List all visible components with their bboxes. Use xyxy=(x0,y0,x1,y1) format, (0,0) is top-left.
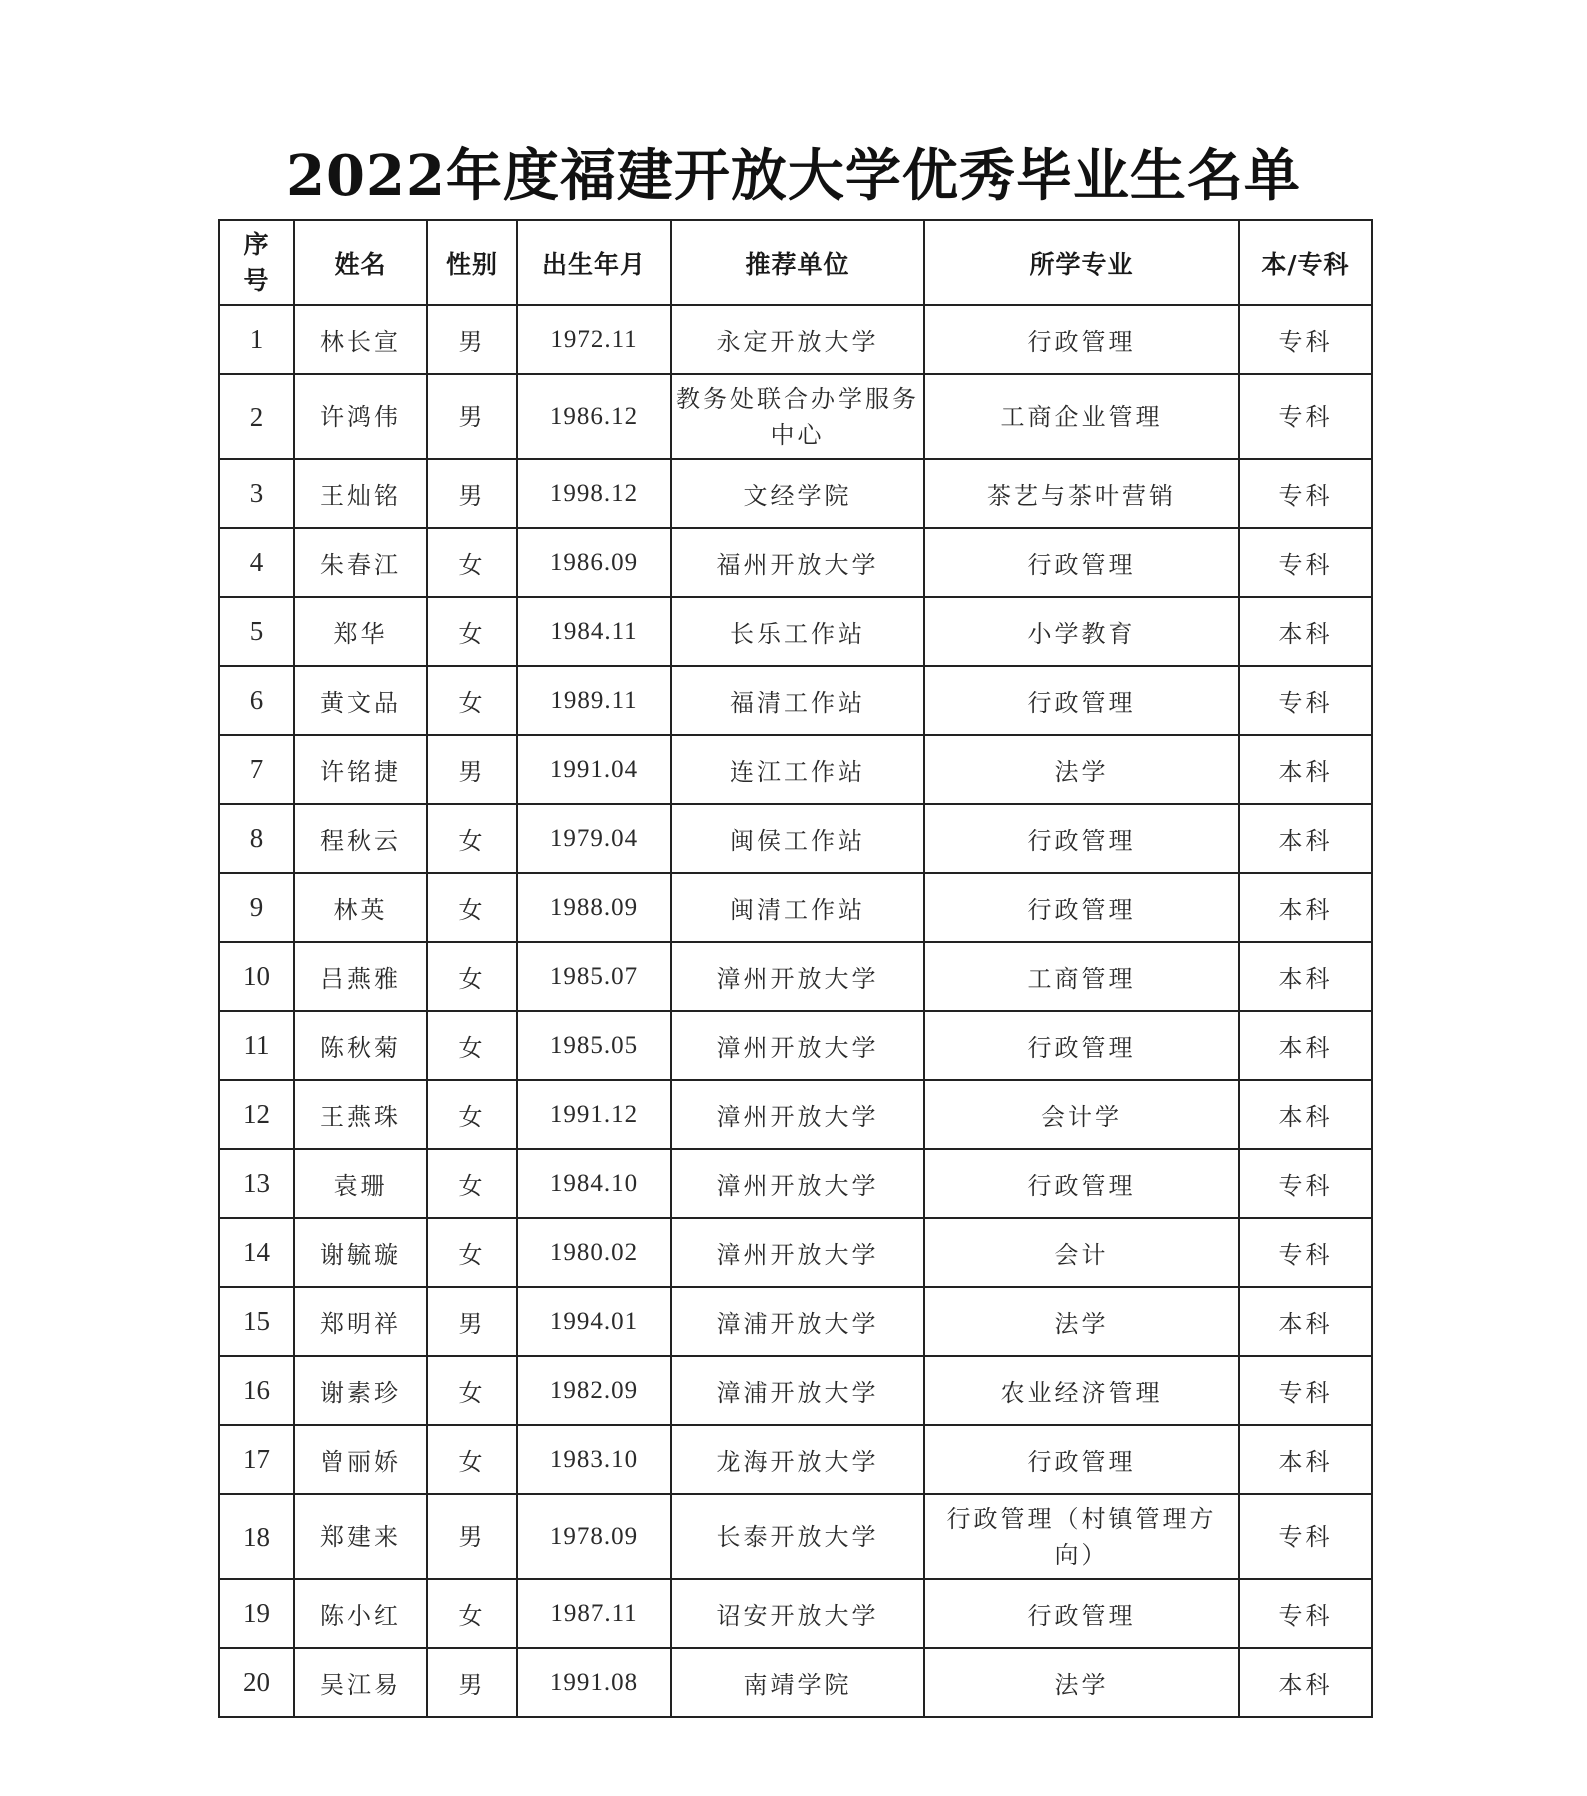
cell-birth: 1983.10 xyxy=(517,1425,671,1494)
cell-major: 行政管理 xyxy=(924,1149,1239,1218)
cell-major: 茶艺与茶叶营销 xyxy=(924,459,1239,528)
column-header-birth: 出生年月 xyxy=(517,220,671,305)
cell-name: 王燕珠 xyxy=(294,1080,427,1149)
cell-major: 工商企业管理 xyxy=(924,374,1239,459)
cell-unit: 连江工作站 xyxy=(671,735,924,804)
cell-level: 本科 xyxy=(1239,1287,1372,1356)
cell-gender: 男 xyxy=(427,1287,517,1356)
cell-birth: 1985.05 xyxy=(517,1011,671,1080)
cell-birth: 1984.11 xyxy=(517,597,671,666)
cell-unit: 诏安开放大学 xyxy=(671,1579,924,1648)
cell-major: 会计 xyxy=(924,1218,1239,1287)
cell-birth: 1998.12 xyxy=(517,459,671,528)
cell-level: 本科 xyxy=(1239,1080,1372,1149)
cell-birth: 1988.09 xyxy=(517,873,671,942)
cell-name: 吕燕雅 xyxy=(294,942,427,1011)
table-row xyxy=(219,1494,1372,1579)
cell-level: 专科 xyxy=(1239,528,1372,597)
cell-index: 20 xyxy=(219,1648,294,1717)
cell-unit: 文经学院 xyxy=(671,459,924,528)
cell-index: 13 xyxy=(219,1149,294,1218)
cell-index: 5 xyxy=(219,597,294,666)
cell-birth: 1978.09 xyxy=(517,1494,671,1579)
column-header-name: 姓名 xyxy=(294,220,427,305)
cell-birth: 1979.04 xyxy=(517,804,671,873)
cell-gender: 男 xyxy=(427,305,517,374)
table-row xyxy=(219,1425,1372,1494)
cell-name: 许鸿伟 xyxy=(294,374,427,459)
cell-level: 专科 xyxy=(1239,459,1372,528)
cell-index: 17 xyxy=(219,1425,294,1494)
cell-major: 行政管理（村镇管理方向） xyxy=(924,1494,1239,1579)
cell-unit: 长乐工作站 xyxy=(671,597,924,666)
cell-major: 法学 xyxy=(924,1648,1239,1717)
cell-gender: 女 xyxy=(427,528,517,597)
cell-birth: 1980.02 xyxy=(517,1218,671,1287)
cell-gender: 男 xyxy=(427,1494,517,1579)
cell-level: 专科 xyxy=(1239,1149,1372,1218)
graduates-table xyxy=(218,219,1373,1718)
cell-name: 林英 xyxy=(294,873,427,942)
cell-level: 专科 xyxy=(1239,1579,1372,1648)
cell-major: 法学 xyxy=(924,735,1239,804)
cell-level: 专科 xyxy=(1239,305,1372,374)
table-row xyxy=(219,942,1372,1011)
cell-birth: 1985.07 xyxy=(517,942,671,1011)
cell-unit: 漳州开放大学 xyxy=(671,1080,924,1149)
cell-birth: 1972.11 xyxy=(517,305,671,374)
cell-major: 行政管理 xyxy=(924,528,1239,597)
table-header-row xyxy=(219,220,1372,305)
cell-index: 16 xyxy=(219,1356,294,1425)
cell-level: 专科 xyxy=(1239,1356,1372,1425)
cell-unit: 闽侯工作站 xyxy=(671,804,924,873)
cell-unit: 永定开放大学 xyxy=(671,305,924,374)
cell-name: 林长宣 xyxy=(294,305,427,374)
cell-index: 3 xyxy=(219,459,294,528)
cell-birth: 1984.10 xyxy=(517,1149,671,1218)
cell-index: 15 xyxy=(219,1287,294,1356)
table-row xyxy=(219,1648,1372,1717)
table-row xyxy=(219,666,1372,735)
table-row xyxy=(219,1356,1372,1425)
cell-gender: 女 xyxy=(427,1080,517,1149)
table-row xyxy=(219,735,1372,804)
cell-major: 农业经济管理 xyxy=(924,1356,1239,1425)
cell-unit: 南靖学院 xyxy=(671,1648,924,1717)
table-row xyxy=(219,1080,1372,1149)
cell-gender: 女 xyxy=(427,804,517,873)
cell-major: 行政管理 xyxy=(924,666,1239,735)
cell-birth: 1991.12 xyxy=(517,1080,671,1149)
cell-unit: 教务处联合办学服务中心 xyxy=(671,374,924,459)
cell-major: 会计学 xyxy=(924,1080,1239,1149)
cell-level: 本科 xyxy=(1239,597,1372,666)
cell-index: 12 xyxy=(219,1080,294,1149)
cell-major: 工商管理 xyxy=(924,942,1239,1011)
cell-index: 7 xyxy=(219,735,294,804)
cell-unit: 漳浦开放大学 xyxy=(671,1356,924,1425)
cell-gender: 女 xyxy=(427,873,517,942)
cell-unit: 漳州开放大学 xyxy=(671,1149,924,1218)
cell-birth: 1982.09 xyxy=(517,1356,671,1425)
cell-level: 专科 xyxy=(1239,1494,1372,1579)
cell-birth: 1994.01 xyxy=(517,1287,671,1356)
column-header-gender: 性别 xyxy=(427,220,517,305)
cell-birth: 1986.09 xyxy=(517,528,671,597)
cell-index: 11 xyxy=(219,1011,294,1080)
table-row xyxy=(219,528,1372,597)
cell-name: 朱春江 xyxy=(294,528,427,597)
cell-unit: 漳州开放大学 xyxy=(671,942,924,1011)
cell-unit: 漳浦开放大学 xyxy=(671,1287,924,1356)
cell-gender: 女 xyxy=(427,1579,517,1648)
column-header-unit: 推荐单位 xyxy=(671,220,924,305)
cell-major: 行政管理 xyxy=(924,804,1239,873)
cell-level: 本科 xyxy=(1239,1648,1372,1717)
cell-name: 谢素珍 xyxy=(294,1356,427,1425)
cell-name: 黄文品 xyxy=(294,666,427,735)
cell-major: 行政管理 xyxy=(924,1011,1239,1080)
cell-unit: 福清工作站 xyxy=(671,666,924,735)
cell-unit: 长泰开放大学 xyxy=(671,1494,924,1579)
cell-gender: 女 xyxy=(427,942,517,1011)
cell-level: 专科 xyxy=(1239,374,1372,459)
cell-level: 本科 xyxy=(1239,1425,1372,1494)
cell-name: 吴江易 xyxy=(294,1648,427,1717)
table-row xyxy=(219,459,1372,528)
cell-birth: 1991.04 xyxy=(517,735,671,804)
cell-unit: 闽清工作站 xyxy=(671,873,924,942)
cell-major: 行政管理 xyxy=(924,1425,1239,1494)
cell-name: 郑华 xyxy=(294,597,427,666)
cell-major: 法学 xyxy=(924,1287,1239,1356)
cell-name: 陈秋菊 xyxy=(294,1011,427,1080)
table-row xyxy=(219,1218,1372,1287)
cell-unit: 福州开放大学 xyxy=(671,528,924,597)
cell-index: 14 xyxy=(219,1218,294,1287)
cell-level: 本科 xyxy=(1239,942,1372,1011)
cell-major: 行政管理 xyxy=(924,1579,1239,1648)
table-row xyxy=(219,305,1372,374)
cell-birth: 1991.08 xyxy=(517,1648,671,1717)
cell-major: 行政管理 xyxy=(924,305,1239,374)
column-header-major: 所学专业 xyxy=(924,220,1239,305)
table-row xyxy=(219,1579,1372,1648)
page-title: 2022年度福建开放大学优秀毕业生名单 xyxy=(286,143,1301,209)
column-header-level: 本/专科 xyxy=(1239,220,1372,305)
cell-index: 18 xyxy=(219,1494,294,1579)
cell-gender: 女 xyxy=(427,1149,517,1218)
cell-index: 6 xyxy=(219,666,294,735)
cell-level: 本科 xyxy=(1239,735,1372,804)
cell-birth: 1986.12 xyxy=(517,374,671,459)
table-row xyxy=(219,1011,1372,1080)
table-row xyxy=(219,1149,1372,1218)
cell-index: 2 xyxy=(219,374,294,459)
cell-birth: 1987.11 xyxy=(517,1579,671,1648)
table-row xyxy=(219,597,1372,666)
cell-index: 19 xyxy=(219,1579,294,1648)
cell-name: 郑明祥 xyxy=(294,1287,427,1356)
cell-gender: 女 xyxy=(427,666,517,735)
cell-unit: 漳州开放大学 xyxy=(671,1011,924,1080)
cell-index: 9 xyxy=(219,873,294,942)
cell-name: 谢毓璇 xyxy=(294,1218,427,1287)
cell-level: 本科 xyxy=(1239,804,1372,873)
table-row xyxy=(219,374,1372,459)
cell-level: 专科 xyxy=(1239,1218,1372,1287)
cell-level: 本科 xyxy=(1239,1011,1372,1080)
cell-major: 小学教育 xyxy=(924,597,1239,666)
cell-index: 4 xyxy=(219,528,294,597)
cell-name: 陈小红 xyxy=(294,1579,427,1648)
cell-name: 程秋云 xyxy=(294,804,427,873)
cell-gender: 女 xyxy=(427,1356,517,1425)
table-row xyxy=(219,804,1372,873)
cell-gender: 男 xyxy=(427,374,517,459)
cell-gender: 女 xyxy=(427,1011,517,1080)
cell-gender: 男 xyxy=(427,459,517,528)
cell-level: 专科 xyxy=(1239,666,1372,735)
cell-gender: 男 xyxy=(427,1648,517,1717)
cell-unit: 龙海开放大学 xyxy=(671,1425,924,1494)
cell-index: 8 xyxy=(219,804,294,873)
cell-name: 许铭捷 xyxy=(294,735,427,804)
cell-gender: 女 xyxy=(427,1425,517,1494)
cell-unit: 漳州开放大学 xyxy=(671,1218,924,1287)
cell-birth: 1989.11 xyxy=(517,666,671,735)
table-row xyxy=(219,873,1372,942)
cell-gender: 男 xyxy=(427,735,517,804)
cell-gender: 女 xyxy=(427,597,517,666)
column-header-index: 序 号 xyxy=(219,220,294,305)
cell-level: 本科 xyxy=(1239,873,1372,942)
cell-name: 曾丽娇 xyxy=(294,1425,427,1494)
cell-gender: 女 xyxy=(427,1218,517,1287)
cell-index: 10 xyxy=(219,942,294,1011)
cell-name: 郑建来 xyxy=(294,1494,427,1579)
cell-major: 行政管理 xyxy=(924,873,1239,942)
cell-name: 王灿铭 xyxy=(294,459,427,528)
cell-name: 袁珊 xyxy=(294,1149,427,1218)
table-row xyxy=(219,1287,1372,1356)
cell-index: 1 xyxy=(219,305,294,374)
